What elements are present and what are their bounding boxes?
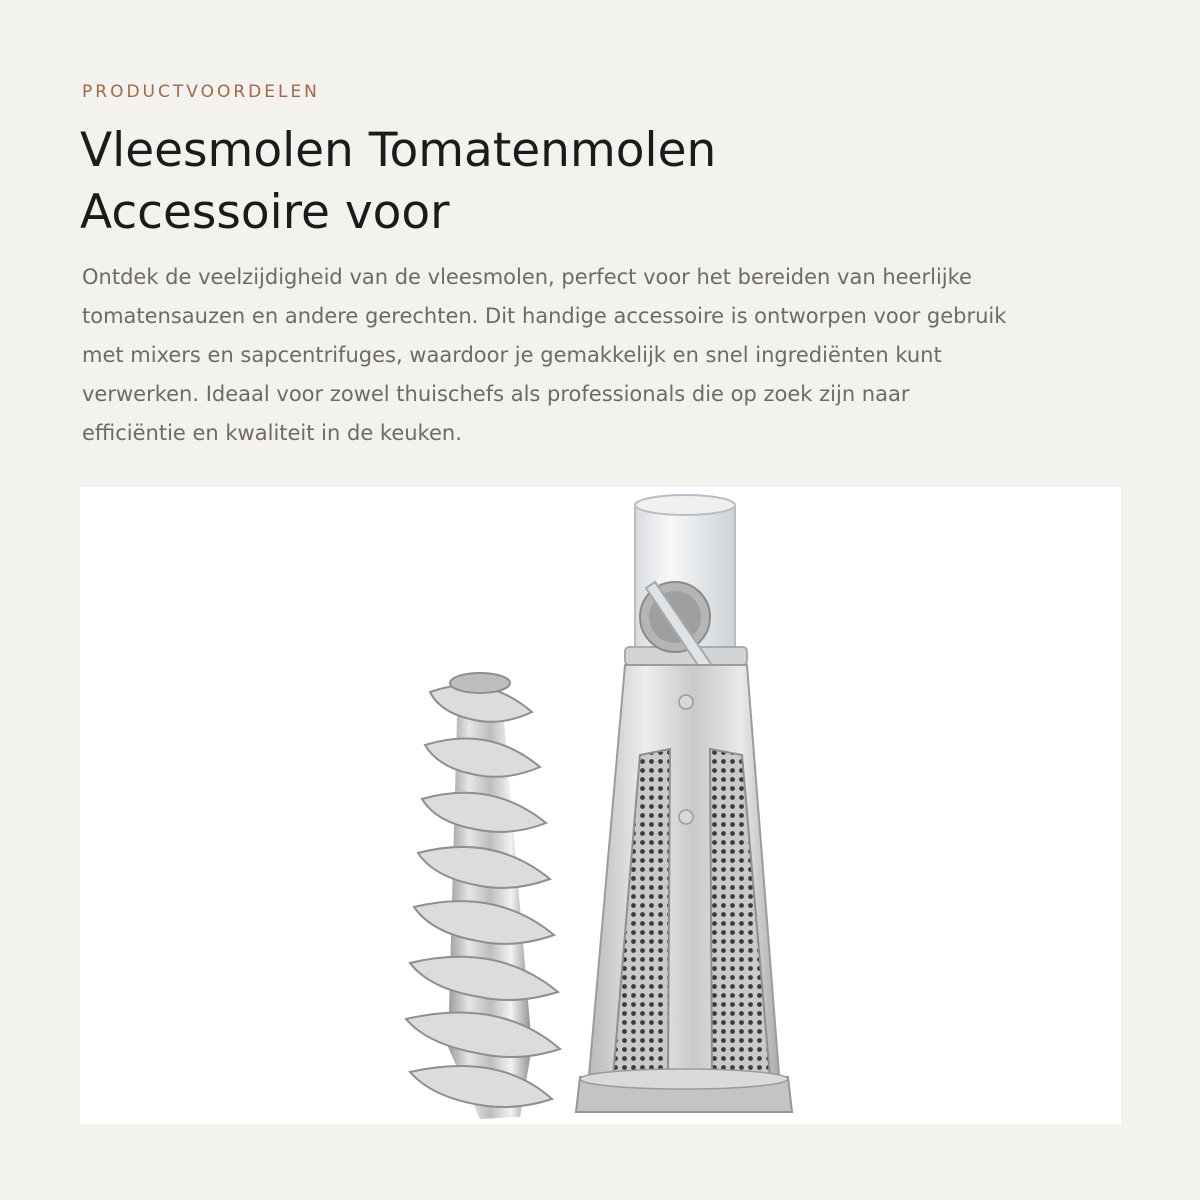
- tomato-press-body-icon: [576, 495, 792, 1112]
- product-image-panel: [80, 487, 1121, 1124]
- description-line-2: tomatensauzen en andere gerechten. Dit handige accessoire is ontworpen voor gebruik: [82, 304, 1007, 328]
- eyebrow-label: PRODUCTVOORDELEN: [82, 82, 320, 102]
- product-title: [80, 120, 1080, 244]
- description-line-1: Ontdek de veelzijdigheid van de vleesmolen, perfect voor het bereiden van heerlijke: [82, 265, 972, 289]
- description-line-4: verwerken. Ideaal voor zowel thuischefs als professionals die op zoek zijn naar: [82, 382, 910, 406]
- description-line-3: met mixers en sapcentrifuges, waardoor je gemakkelijk en snel ingrediënten kunt: [82, 343, 942, 367]
- product-description: [82, 258, 1122, 453]
- product-title-line-1: Vleesmolen Tomatenmolen: [80, 123, 717, 178]
- description-line-5: efficiëntie en kwaliteit in de keuken.: [82, 421, 462, 445]
- product-title-line-2: Accessoire voor: [80, 185, 450, 240]
- auger-screw-icon: [406, 673, 560, 1119]
- product-image: [80, 487, 1121, 1124]
